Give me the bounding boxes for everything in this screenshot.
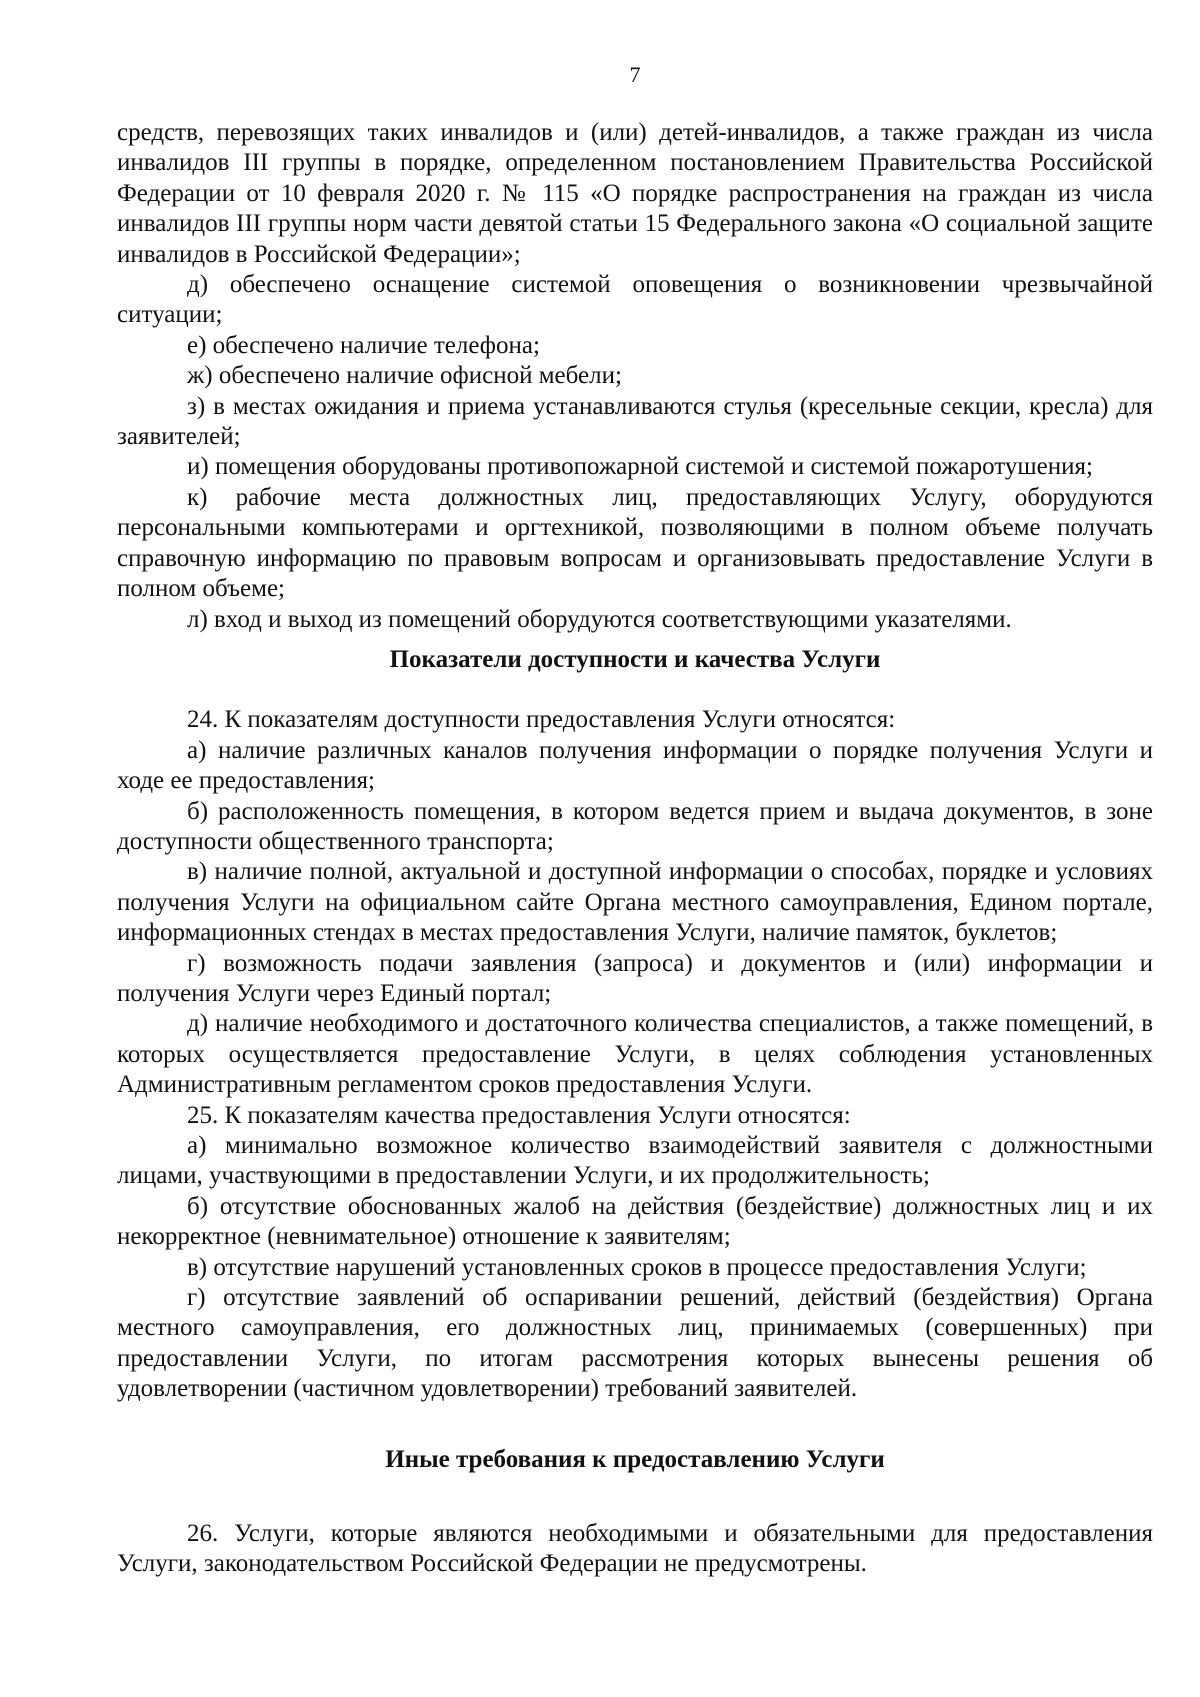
list-item-b: б) расположенность помещения, в котором ведется прием и выдача документов, в зоне доступности общественного транспорта;: [117, 797, 1153, 855]
paragraph-26: 26. Услуги, которые являются необходимыми и обязательными для предоставления Услуги, законодательством Российской Федерации не предусмотрены.: [117, 1520, 1153, 1578]
list-item-d: д) наличие необходимого и достаточного количества специалистов, а также помещений, в которых осуществляется предоставление Услуги, в целях соблюдения установленных Административным регламентом сроков предоставления Услуги.: [117, 1010, 1153, 1099]
list-item-e: е) обеспечено наличие телефона;: [187, 331, 540, 359]
list-item-v: в) наличие полной, актуальной и доступной информации о способах, порядке и условиях получения Услуги на официальном сайте Органа местного самоуправления, Едином портале, информационных стендах в местах предоставления Услуги, наличие памяток, буклетов;: [117, 858, 1153, 947]
paragraph-continuation: средств, перевозящих таких инвалидов и (или) детей-инвалидов, а также граждан из числа инвалидов III группы в порядке, определенном постановлением Правительства Российской Федерации от 10 февраля 2020 г. № 115 «О порядке распространения на граждан из числа инвалидов III группы норм части девятой статьи 15 Федерального закона «О социальной защите инвалидов в Российской Федерации»;: [117, 119, 1153, 268]
list-item-g: г) отсутствие заявлений об оспаривании решений, действий (бездействия) Органа местного самоуправления, его должностных лиц, принимаемых (совершенных) при предоставлении Услуги, по итогам рассмотрения которых вынесены решения об удовлетворении (частичном удовлетворении) требований заявителей.: [117, 1284, 1153, 1403]
section-heading-accessibility: Показатели доступности и качества Услуги: [389, 645, 881, 673]
section-heading-other-requirements: Иные требования к предоставлению Услуги: [385, 1445, 885, 1473]
list-item-i: и) помещения оборудованы противопожарной системой и системой пожаротушения;: [187, 453, 1093, 481]
list-item-z: з) в местах ожидания и приема устанавливаются стулья (кресельные секции, кресла) для заявителей;: [117, 392, 1153, 451]
list-item-l: л) вход и выход из помещений оборудуются соответствующими указателями.: [187, 605, 1012, 633]
list-item-b: б) отсутствие обоснованных жалоб на действия (бездействие) должностных лиц и их некорректное (невнимательное) отношение к заявителям;: [117, 1192, 1153, 1251]
page-number: 7: [629, 62, 641, 87]
list-item-d: д) обеспечено оснащение системой оповещения о возникновении чрезвычайной ситуации;: [117, 271, 1153, 329]
paragraph-24: 24. К показателям доступности предоставления Услуги относятся:: [187, 706, 896, 734]
list-item-v: в) отсутствие нарушений установленных сроков в процессе предоставления Услуги;: [187, 1253, 1087, 1281]
list-item-a: а) наличие различных каналов получения информации о порядке получения Услуги и ходе ее предоставления;: [117, 736, 1153, 795]
list-item-zh: ж) обеспечено наличие офисной мебели;: [187, 362, 622, 390]
paragraph-25: 25. К показателям качества предоставления Услуги относятся:: [187, 1101, 851, 1129]
document-page: [117, 62, 1153, 1580]
list-item-k: к) рабочие места должностных лиц, предоставляющих Услугу, оборудуются персональными компьютерами и оргтехникой, позволяющими в полном объеме получать справочную информацию по правовым вопросам и организовывать предоставление Услуги в полном объеме;: [117, 483, 1153, 603]
list-item-a: а) минимально возможное количество взаимодействий заявителя с должностными лицами, участвующими в предоставлении Услуги, и их продолжительность;: [117, 1132, 1153, 1190]
list-item-g: г) возможность подачи заявления (запроса) и документов и (или) информации и получения Услуги через Единый портал;: [117, 949, 1153, 1007]
